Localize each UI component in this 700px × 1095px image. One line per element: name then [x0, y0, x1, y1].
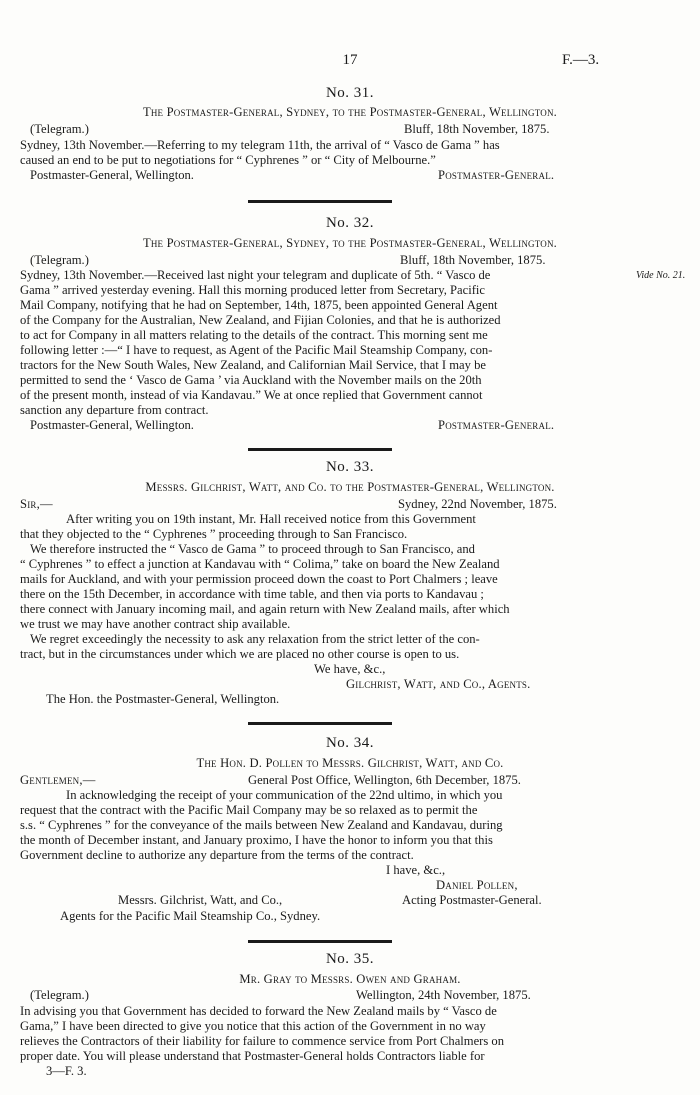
section-35-title: No. 35. [325, 951, 375, 967]
section-33-body-line: mails for Auckland, and with your permission proceed down the coast to Port Chalmers ; leave [20, 572, 498, 586]
section-33-body-line: we trust we may have another contract ship available. [20, 617, 291, 631]
section-32-body-line: Sydney, 13th November.—Received last night your telegram and duplicate of 5th. “ Vasco de [20, 268, 491, 282]
section-34-body-line: request that the contract with the Pacific Mail Company may be so relaxed as to permit the [20, 803, 478, 817]
section-divider [248, 940, 392, 943]
section-31-route: The Postmaster-General, Sydney, to the Postmaster-General, Wellington. [142, 105, 558, 119]
section-33-body-line: We regret exceedingly the necessity to ask any relaxation from the strict letter of the con- [30, 632, 480, 646]
page-footer-signature: 3—F. 3. [46, 1064, 87, 1078]
section-33-title: No. 33. [325, 459, 375, 475]
section-31-date: Bluff, 18th November, 1875. [404, 122, 550, 136]
section-31-recipient: Postmaster-General, Wellington. [30, 168, 194, 182]
section-34-signature-title: Acting Postmaster-General. [402, 893, 542, 907]
section-35-telegram: (Telegram.) [30, 988, 89, 1002]
section-32-date: Bluff, 18th November, 1875. [400, 253, 546, 267]
section-32-body-line: tractors for the New South Wales, New Zealand, and Californian Mail Service, that I may be [20, 358, 486, 372]
margin-reference: Vide No. 21. [636, 270, 686, 281]
section-34-body-line: Government decline to authorize any departure from the terms of the contract. [20, 848, 414, 862]
section-33-signature: Gilchrist, Watt, and Co., Agents. [346, 677, 531, 691]
section-35-body-line: In advising you that Government has decided to forward the New Zealand mails by “ Vasco de [20, 1004, 497, 1018]
section-32-signature: Postmaster-General. [438, 418, 555, 432]
section-33-route: Messrs. Gilchrist, Watt, and Co. to the Postmaster-General, Wellington. [145, 480, 555, 494]
section-32-body-line: Gama ” arrived yesterday evening. Hall this morning produced letter from Secretary, Pacific [20, 283, 485, 297]
section-33-date: Sydney, 22nd November, 1875. [398, 497, 557, 511]
section-33-body-line: After writing you on 19th instant, Mr. Hall received notice from this Government [66, 512, 476, 526]
section-34-date: General Post Office, Wellington, 6th December, 1875. [248, 773, 521, 787]
section-32-telegram: (Telegram.) [30, 253, 89, 267]
section-32-body-line: of the present month, instead of via Kandavau.” We at once replied that Government cannot [20, 388, 483, 402]
section-31-signature: Postmaster-General. [438, 168, 555, 182]
section-34-salutation: Gentlemen,— [20, 773, 96, 787]
section-32-body-line: sanction any departure from contract. [20, 403, 209, 417]
section-32-body-line: permitted to send the ‘ Vasco de Gama ’ via Auckland with the November mails on the 20th [20, 373, 482, 387]
section-33-body-line: that they objected to the “ Cyphrenes ” proceeding through to San Francisco. [20, 527, 408, 541]
section-32-body-line: of the Company for the Australian, New Zealand, and Fijian Colonies, and that he is authorized [20, 313, 501, 327]
section-34-recipient: Messrs. Gilchrist, Watt, and Co., [118, 893, 283, 907]
section-divider [248, 722, 392, 725]
section-32-title: No. 32. [325, 215, 375, 231]
section-33-body-line: We therefore instructed the “ Vasco de Gama ” to proceed through to San Francisco, and [30, 542, 475, 556]
section-31-telegram: (Telegram.) [30, 122, 89, 136]
section-34-body-line: the month of December instant, and January proximo, I have the honor to inform you that this [20, 833, 493, 847]
section-34-title: No. 34. [325, 735, 375, 751]
section-33-body-line: there connect with January incoming mail, and again return with New Zealand mails, after which [20, 602, 510, 616]
section-32-body-line: to act for Company in all matters relating to the details of the contract. This morning sent me [20, 328, 488, 342]
section-35-body-line: Gama,” I have been directed to give you notice that this action of the Government in no way [20, 1019, 486, 1033]
section-divider [248, 448, 392, 451]
section-31-body-line: Sydney, 13th November.—Referring to my telegram 11th, the arrival of “ Vasco de Gama ” has [20, 138, 500, 152]
section-34-signature-name: Daniel Pollen, [436, 878, 518, 892]
section-32-route: The Postmaster-General, Sydney, to the Postmaster-General, Wellington. [142, 236, 558, 250]
section-32-body-line: Mail Company, notifying that he had on September, 14th, 1875, been appointed General Agent [20, 298, 498, 312]
section-35-body-line: proper date. You will please understand that Postmaster-General holds Contractors liable for [20, 1049, 485, 1063]
section-32-recipient: Postmaster-General, Wellington. [30, 418, 194, 432]
section-33-body-line: tract, but in the circumstances under which we are placed no other course is open to us. [20, 647, 460, 661]
section-34-body-line: s.s. “ Cyphrenes ” for the conveyance of the mails between New Zealand and Kandavau, during [20, 818, 503, 832]
page-number: 17 [342, 52, 358, 68]
section-33-body-line: “ Cyphrenes ” to effect a junction at Kandavau with “ Colima,” take on board the New Zealand [20, 557, 500, 571]
section-33-body-line: there on the 15th December, in accordance with time table, and then via ports to Kandavau ; [20, 587, 484, 601]
section-33-recipient: The Hon. the Postmaster-General, Wellington. [46, 692, 280, 706]
section-31-body-line: caused an end to be put to negotiations for “ Cyphrenes ” or “ City of Melbourne.” [20, 153, 436, 167]
section-34-closing: I have, &c., [386, 863, 446, 877]
section-32-body-line: following letter :—“ I have to request, as Agent of the Pacific Mail Steamship Company, con- [20, 343, 493, 357]
document-reference: F.—3. [562, 52, 600, 68]
section-33-closing: We have, &c., [314, 662, 386, 676]
section-divider [248, 200, 392, 203]
section-34-route: The Hon. D. Pollen to Messrs. Gilchrist, Watt, and Co. [196, 756, 504, 770]
section-35-date: Wellington, 24th November, 1875. [356, 988, 531, 1002]
section-35-route: Mr. Gray to Messrs. Owen and Graham. [239, 972, 461, 986]
section-33-salutation: Sir,— [20, 497, 53, 511]
section-34-body-line: In acknowledging the receipt of your communication of the 22nd ultimo, in which you [66, 788, 503, 802]
section-31-title: No. 31. [325, 85, 375, 101]
section-34-recipient-detail: Agents for the Pacific Mail Steamship Co., Sydney. [60, 909, 321, 923]
section-35-body-line: relieves the Contractors of their liability for failure to commence service from Port Chalmers on [20, 1034, 505, 1048]
